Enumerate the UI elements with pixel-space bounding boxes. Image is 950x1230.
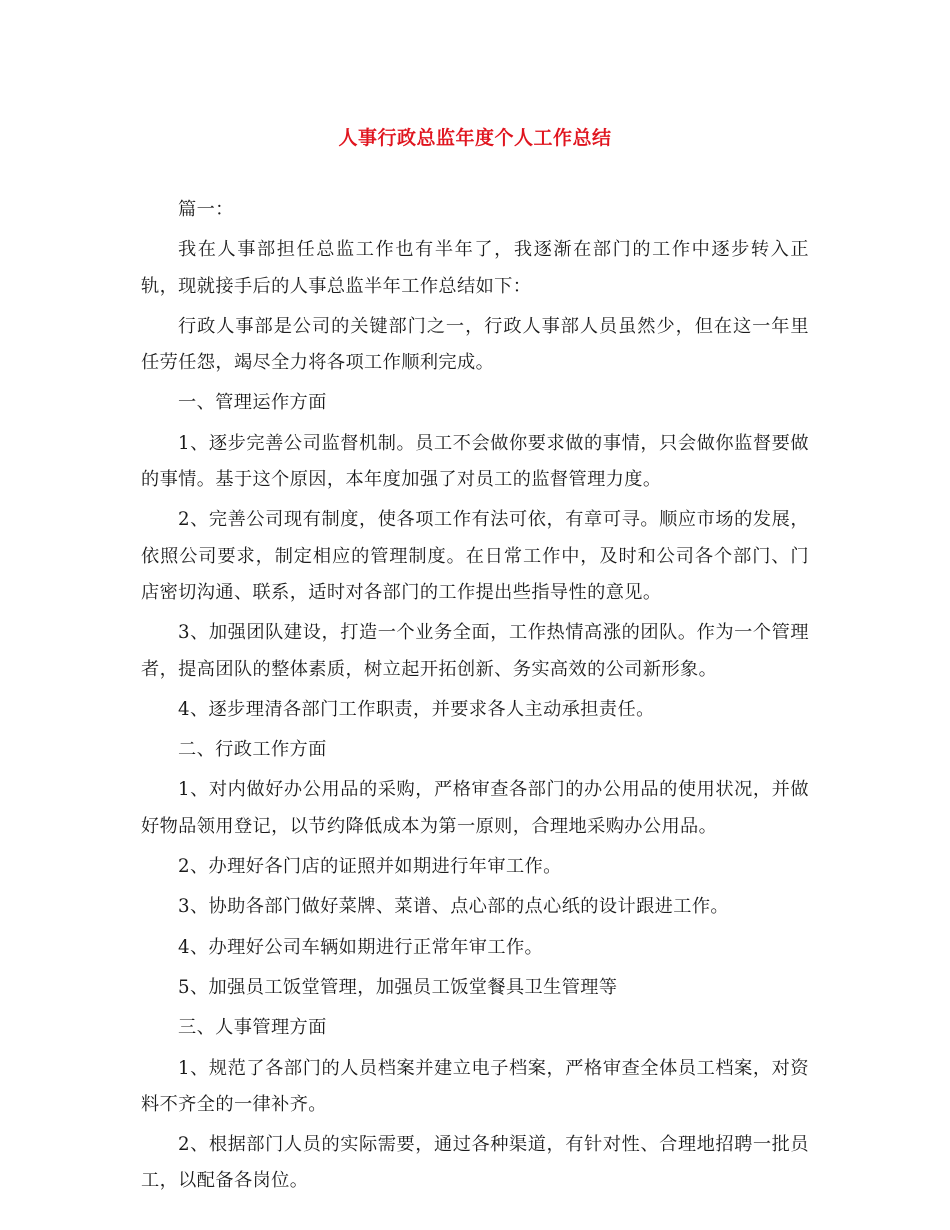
paragraph-admin-3: 3、协助各部门做好菜牌、菜谱、点心部的点心纸的设计跟进工作。 [178, 896, 730, 918]
paragraph-section-label: 篇一： [178, 199, 234, 220]
paragraph-personnel-2: 2、根据部门人员的实际需要，通过各种渠道，有针对性、合理地招聘一批员工，以配备各岗位。 [141, 1134, 809, 1192]
paragraph-management-3: 3、加强团队建设，打造一个业务全面，工作热情高涨的团队。作为一个管理者，提高团队的整体素质，树立起开拓创新、务实高效的公司新形象。 [141, 622, 809, 680]
paragraph-intro: 我在人事部担任总监工作也有半年了，我逐渐在部门的工作中逐步转入正轨，现就接手后的人事总监半年工作总结如下： [141, 239, 809, 297]
heading-management: 一、管理运作方面 [178, 392, 327, 414]
paragraph-admin-5: 5、加强员工饭堂管理，加强员工饭堂餐具卫生管理等 [178, 976, 618, 998]
paragraph-personnel-1: 1、规范了各部门的人员档案并建立电子档案，严格审查全体员工档案，对资料不齐全的一律补齐。 [141, 1057, 809, 1115]
paragraph-department: 行政人事部是公司的关键部门之一，行政人事部人员虽然少，但在这一年里任劳任怨，竭尽全力将各项工作顺利完成。 [141, 315, 809, 374]
paragraph-management-2: 2、完善公司现有制度，使各项工作有法可依，有章可寻。顺应市场的发展，依照公司要求，制定相应的管理制度。在日常工作中，及时和公司各个部门、门店密切沟通、联系，适时对各部门的工作提出些指导性的意见。 [141, 509, 809, 603]
paragraph-admin-1: 1、对内做好办公用品的采购，严格审查各部门的办公用品的使用状况，并做好物品领用登记，以节约降低成本为第一原则，合理地采购办公用品。 [141, 779, 809, 837]
paragraph-management-1: 1、逐步完善公司监督机制。员工不会做你要求做的事情，只会做你监督要做的事情。基于这个原因，本年度加强了对员工的监督管理力度。 [141, 432, 809, 491]
heading-administration: 二、行政工作方面 [178, 739, 327, 761]
paragraph-management-4: 4、逐步理清各部门工作职责，并要求各人主动承担责任。 [178, 698, 655, 720]
heading-personnel: 三、人事管理方面 [178, 1017, 327, 1039]
paragraph-admin-4: 4、办理好公司车辆如期进行正常年审工作。 [178, 936, 544, 958]
document-body [141, 192, 809, 1204]
document-title: 人事行政总监年度个人工作总结 [338, 127, 612, 149]
paragraph-admin-2: 2、办理好各门店的证照并如期进行年审工作。 [178, 856, 562, 878]
